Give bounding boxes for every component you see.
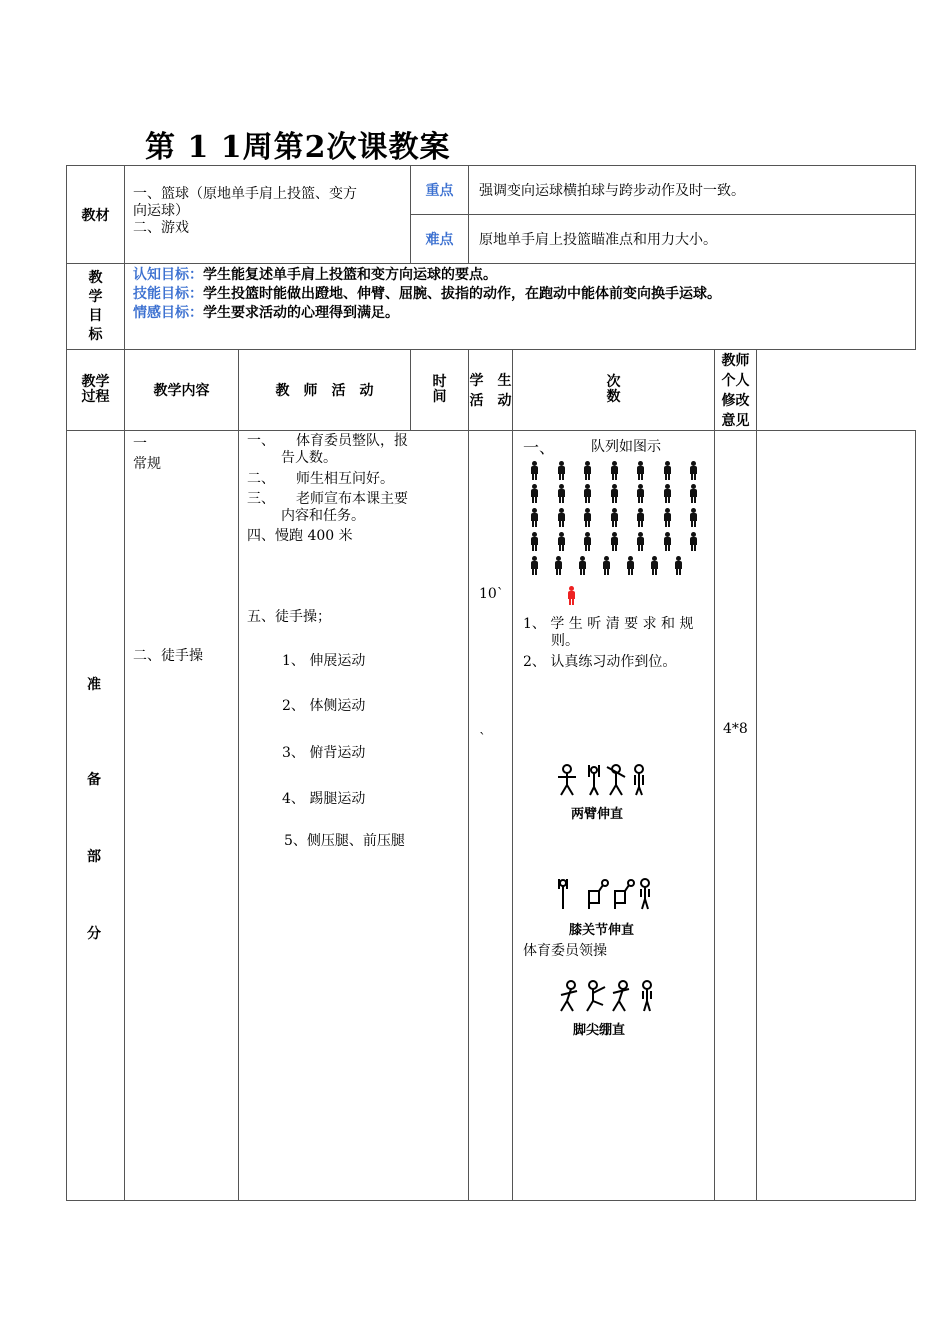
student-figure [663, 461, 671, 479]
header-process-line: 过程 [81, 389, 110, 405]
difficulty-text: 原地单手肩上投篮瞄准点和用力大小。 [479, 232, 717, 248]
content-item-1: 一 [133, 436, 147, 452]
material-line-1: 一、篮球（原地单手肩上投篮、变方 [133, 186, 357, 202]
student-leader-text: 体育委员领操 [523, 943, 607, 959]
header-count-line: 次 [606, 374, 621, 390]
student-figure [610, 484, 618, 502]
page-title: 第 1 1周第2次课教案 [145, 130, 451, 165]
student-figure [554, 556, 562, 574]
section-name-char: 准 [87, 677, 101, 693]
student-figure [610, 532, 618, 550]
goal-tag: 认知目标： [133, 267, 203, 283]
key-label: 重点 [425, 183, 454, 199]
goal-emotion [133, 304, 915, 323]
header-time [411, 350, 469, 431]
content-item-1-label: 常规 [133, 456, 161, 472]
student-step-1-cont: 则。 [551, 633, 579, 649]
exercise-4: 4、 踢腿运动 [282, 791, 366, 807]
difficulty-text-cell [469, 215, 916, 264]
header-teacher-text: 教 师 活 动 [275, 383, 374, 399]
header-count [513, 350, 715, 431]
teacher-step-3-cont: 内容和任务。 [281, 508, 365, 524]
goals-label-char: 教 [88, 269, 103, 286]
difficulty-label: 难点 [425, 232, 454, 248]
header-count-line: 数 [606, 389, 621, 405]
header-notes-text: 教师个人修改意见 [721, 353, 750, 429]
student-figure [557, 532, 565, 550]
student-figure [578, 556, 586, 574]
student-figure [689, 461, 697, 479]
count-value: 4*8 [723, 721, 748, 737]
header-teacher [239, 350, 411, 431]
section-time-cell [469, 431, 513, 1201]
goal-tag: 技能目标： [133, 286, 203, 302]
caption-toes-pointed: 脚尖绷直 [573, 1023, 626, 1038]
exercise-1: 1、 伸展运动 [282, 653, 366, 669]
goals-label-char: 目 [88, 307, 103, 324]
difficulty-label-cell [411, 215, 469, 264]
teacher-step-4: 四、慢跑 400 米 [247, 528, 353, 544]
goals-label-cell [67, 264, 125, 350]
student-figure [636, 508, 644, 526]
section-student-cell [513, 431, 715, 1201]
header-time-line: 间 [432, 389, 447, 405]
goal-text: 学生要求活动的心理得到满足。 [203, 305, 399, 321]
student-step-1: 1、 学 生 听 清 要 求 和 规 [523, 616, 694, 632]
teacher-step-1-cont: 告人数。 [281, 450, 337, 466]
section-name-char: 备 [87, 772, 101, 788]
student-figure [663, 508, 671, 526]
time-mark: ` [479, 731, 486, 747]
student-figure [689, 484, 697, 502]
student-figure [636, 484, 644, 502]
student-figure [689, 508, 697, 526]
student-figure [650, 556, 658, 574]
exercise-5: 5、侧压腿、前压腿 [284, 833, 405, 849]
student-figure [583, 532, 591, 550]
toes-pointed-figures [557, 979, 667, 1015]
material-line-2: 向运球） [133, 203, 189, 219]
goal-tag: 情感目标： [133, 305, 203, 321]
teacher-step-5: 五、徒手操； [247, 609, 331, 625]
student-figure [530, 484, 538, 502]
section-name-char: 部 [87, 849, 101, 865]
section-notes-cell [757, 431, 916, 1201]
student-figure [583, 461, 591, 479]
student-figure [602, 556, 610, 574]
header-process [67, 350, 125, 431]
student-figure [663, 484, 671, 502]
content-item-2: 二、徒手操 [133, 648, 203, 664]
section-name-char: 分 [87, 926, 101, 942]
key-label-cell [411, 166, 469, 215]
section-teacher-cell [239, 431, 469, 1201]
caption-knees-straight: 膝关节伸直 [569, 923, 635, 938]
goals-content-cell [125, 264, 916, 350]
student-figure [610, 508, 618, 526]
student-figure [689, 532, 697, 550]
knees-straight-figures [553, 877, 663, 913]
student-figure [557, 461, 565, 479]
student-figure [583, 508, 591, 526]
material-line-3: 二、游戏 [133, 220, 189, 236]
material-label: 教材 [81, 207, 110, 224]
teacher-step-1: 一、 体育委员整队，报 [247, 433, 408, 449]
student-figure [636, 461, 644, 479]
key-text-cell [469, 166, 916, 215]
student-figure [663, 532, 671, 550]
student-figure [610, 461, 618, 479]
student-figure [530, 532, 538, 550]
header-process-line: 教学 [81, 374, 110, 390]
student-figure [674, 556, 682, 574]
student-figure [626, 556, 634, 574]
material-label-cell [67, 166, 125, 264]
header-content [125, 350, 239, 431]
header-notes [715, 350, 757, 431]
section-content-cell [125, 431, 239, 1201]
exercise-3: 3、 俯背运动 [282, 745, 366, 761]
student-step-2: 2、 认真练习动作到位。 [523, 654, 677, 670]
key-text: 强调变向运球横拍球与跨步动作及时一致。 [479, 183, 745, 199]
time-value: 10` [479, 586, 504, 602]
header-student [469, 350, 526, 431]
student-figure [557, 484, 565, 502]
teacher-figure [567, 586, 575, 604]
arms-straight-figures [553, 763, 663, 799]
student-figure [530, 556, 538, 574]
exercise-2: 2、 体侧运动 [282, 698, 366, 714]
formation-diagram [513, 431, 715, 611]
lesson-plan-table [66, 165, 916, 1201]
student-figure [636, 532, 644, 550]
teacher-step-3: 三、 老师宣布本课主要 [247, 491, 408, 507]
formation-text: 队列如图示 [591, 439, 661, 455]
formation-label: 一、 [523, 438, 556, 457]
teacher-step-2: 二、 师生相互问好。 [247, 471, 394, 487]
goal-skill [133, 285, 915, 304]
section-count-cell [715, 431, 757, 1201]
caption-arms-straight: 两臂伸直 [571, 807, 624, 822]
goal-text: 学生能复述单手肩上投篮和变方向运球的要点。 [203, 267, 497, 283]
student-figure [530, 461, 538, 479]
goal-cognitive [133, 266, 915, 285]
student-figure [583, 484, 591, 502]
header-time-line: 时 [432, 374, 447, 390]
material-content-cell [125, 166, 411, 264]
goal-text: 学生投篮时能做出蹬地、伸臂、屈腕、拔指的动作，在跑动中能体前变向换手运球。 [203, 286, 721, 302]
goals-label-char: 学 [88, 288, 103, 305]
goals-label-char: 标 [88, 326, 103, 343]
student-figure [530, 508, 538, 526]
header-student-text: 学 生 活 动 [469, 373, 526, 409]
section-name-cell [67, 431, 125, 1201]
student-figure [557, 508, 565, 526]
header-content-text: 教学内容 [153, 383, 210, 399]
